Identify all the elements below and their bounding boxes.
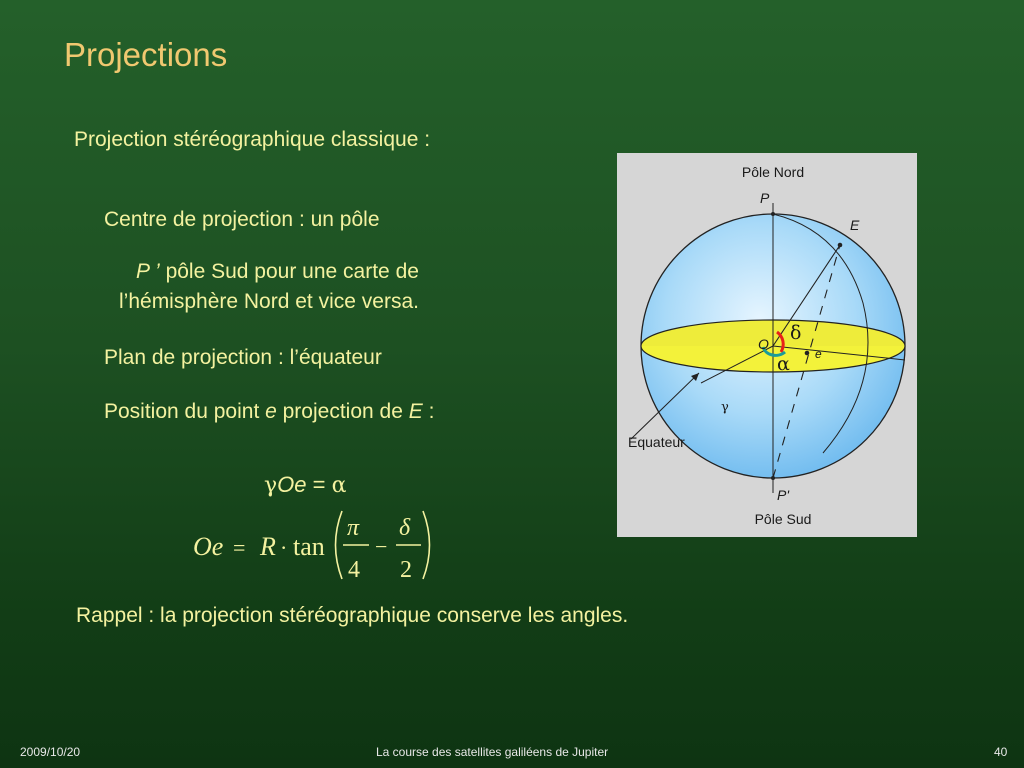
radius-R: R (260, 532, 276, 561)
four-denominator: 4 (348, 557, 360, 583)
footer-page-number: 40 (994, 745, 1008, 759)
pole-description-line1 (136, 260, 419, 284)
slide-title: Projections (64, 36, 228, 73)
point-E: E (408, 400, 423, 423)
minus-sign: − (375, 534, 388, 559)
point-e-dot (805, 351, 810, 356)
left-paren (336, 511, 343, 579)
pole-description-text: pôle Sud pour une carte de (159, 260, 419, 283)
formula-radius (185, 505, 435, 585)
label-E: E (850, 217, 860, 233)
recall-statement: Rappel : la projection stéréographique conserve les angles. (76, 604, 629, 627)
label-O: O (758, 336, 769, 352)
tan-function: tan (293, 532, 325, 561)
position-prefix: Position du point (104, 400, 266, 423)
center-of-projection: Centre de projection : un pôle (104, 208, 380, 231)
position-of-point (104, 400, 434, 424)
formula-angle (264, 472, 346, 498)
dot-operator: · (280, 535, 288, 560)
point-e: e (265, 400, 277, 423)
two-denominator: 2 (400, 557, 412, 583)
north-pole-label: Pôle Nord (741, 164, 805, 180)
pole-description-line2: l’hémisphère Nord et vice versa. (119, 290, 419, 313)
label-gamma: γ (721, 400, 729, 415)
label-e: e (815, 347, 822, 361)
formula-equals: = (233, 535, 246, 560)
gamma-symbol: γ (264, 473, 278, 498)
delta-numerator: δ (399, 515, 411, 541)
label-delta: δ (790, 322, 802, 344)
alpha-symbol: α (331, 473, 347, 498)
footer-date: 2009/10/20 (20, 745, 81, 759)
oe-symbol: Oe (277, 472, 307, 497)
position-suffix: : (422, 400, 435, 423)
label-P: P (760, 190, 770, 206)
footer-course: La course des satellites galiléens de Jupiter (376, 745, 609, 759)
oe-lhs: Oe (193, 532, 224, 561)
right-paren (423, 511, 430, 579)
south-pole-label: Pôle Sud (754, 511, 812, 527)
stereographic-figure (617, 153, 917, 537)
point-E-dot (838, 243, 843, 248)
heading-stereographic: Projection stéréographique classique : (74, 128, 431, 151)
label-alpha: α (777, 353, 790, 375)
label-P-prime: P' (777, 487, 790, 503)
point-P-dot (771, 212, 775, 216)
projection-plane: Plan de projection : l’équateur (104, 346, 382, 369)
position-mid: projection de (276, 400, 409, 423)
equals-sign: = (306, 472, 332, 497)
p-prime-symbol: P ’ (136, 260, 160, 283)
equator-label: Equateur (628, 434, 685, 450)
pi-numerator: π (347, 515, 360, 541)
point-P-prime-dot (771, 476, 775, 480)
